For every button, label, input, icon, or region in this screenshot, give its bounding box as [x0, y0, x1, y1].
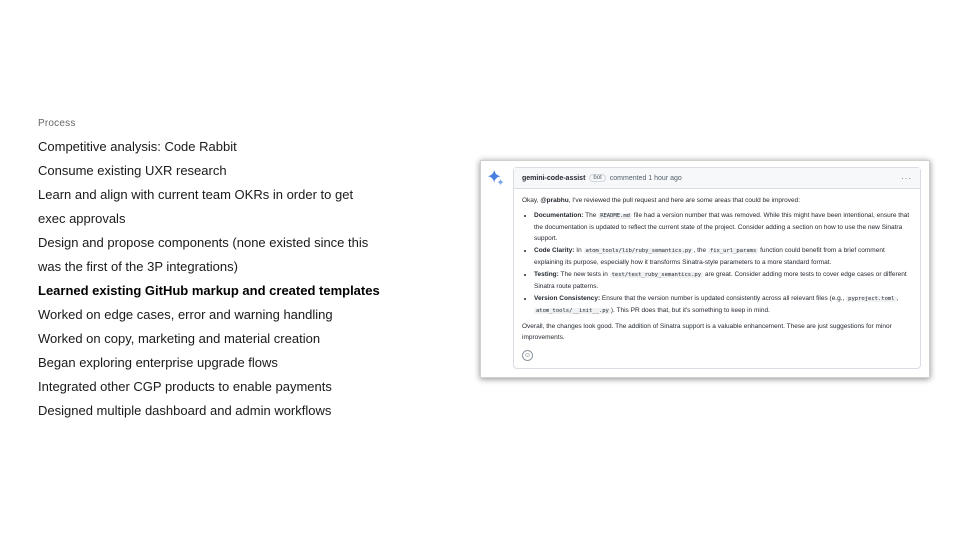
process-item: Integrated other CGP products to enable payments: [38, 379, 332, 394]
section-label: Process: [38, 118, 76, 129]
inline-code: test/test_ruby_semantics.py: [611, 272, 702, 278]
suggestion-list: [522, 210, 912, 317]
comment-author[interactable]: gemini-code-assist: [522, 174, 586, 182]
process-list: [38, 135, 398, 423]
suggestion-documentation: • Documentation: The README.md file had a version number that was removed. While this might have been intentional, ensure that the documentation is updated to reflect the current state of the project. Consider adding a section on how to use the new Sinatra support.: [534, 210, 912, 244]
add-reaction-icon[interactable]: ☺: [523, 352, 532, 359]
bot-badge: bot: [589, 174, 605, 182]
suggestion-testing: • Testing: The new tests in test/test_ruby_semantics.py are great. Consider adding more tests to cover edge cases or different Sinatra route patterns.: [534, 269, 912, 292]
process-item: Learned existing GitHub markup and created templates: [38, 283, 380, 298]
github-comment-screenshot: [480, 160, 930, 378]
process-item: Design and propose components (none existed since this: [38, 235, 369, 250]
inline-code: atom_tools/__init__.py: [536, 308, 609, 314]
suggestion-version-consistency: • Version Consistency: Ensure that the version number is updated consistently across all relevant files (e.g., pyproject.toml , atom_tools/__init__.py ). This PR does that, but it's something to keep in mind.: [534, 293, 912, 317]
process-item: Consume existing UXR research: [38, 163, 227, 178]
more-options-icon[interactable]: ···: [901, 173, 912, 183]
comment-summary: Overall, the changes look good. The addition of Sinatra support is a valuable enhancement. These are just suggestions for minor improvements.: [522, 323, 892, 341]
process-item: was the first of the 3P integrations): [38, 259, 238, 274]
comment-body: [514, 189, 920, 367]
process-item: Began exploring enterprise upgrade flows: [38, 355, 278, 370]
process-item: Worked on edge cases, error and warning handling: [38, 307, 333, 322]
inline-code: pyproject.toml: [848, 296, 895, 302]
process-item: Competitive analysis: Code Rabbit: [38, 139, 237, 154]
process-item: Worked on copy, marketing and material creation: [38, 331, 321, 346]
comment-header: [514, 168, 920, 189]
comment-timestamp[interactable]: commented 1 hour ago: [609, 174, 682, 182]
inline-code: README.md: [600, 213, 630, 219]
suggestion-code-clarity: • Code Clarity: In atom_tools/lib/ruby_semantics.py , the fix_url_params function could benefit from a brief comment explaining its purpose, especially how it transforms Sinatra-style parameters to a more standard format.: [534, 245, 912, 268]
process-item: Designed multiple dashboard and admin workflows: [38, 403, 332, 418]
comment-box: [513, 167, 921, 369]
comment-intro: Okay, @prabhu, I've reviewed the pull request and here are some areas that could be improved:: [522, 197, 801, 204]
process-item: Learn and align with current team OKRs in order to get: [38, 187, 354, 202]
gemini-sparkle-icon: [487, 169, 505, 187]
process-item: exec approvals: [38, 211, 126, 226]
inline-code: fix_url_params: [709, 248, 757, 254]
user-mention[interactable]: @prabhu: [540, 197, 569, 204]
inline-code: atom_tools/lib/ruby_semantics.py: [585, 248, 692, 254]
